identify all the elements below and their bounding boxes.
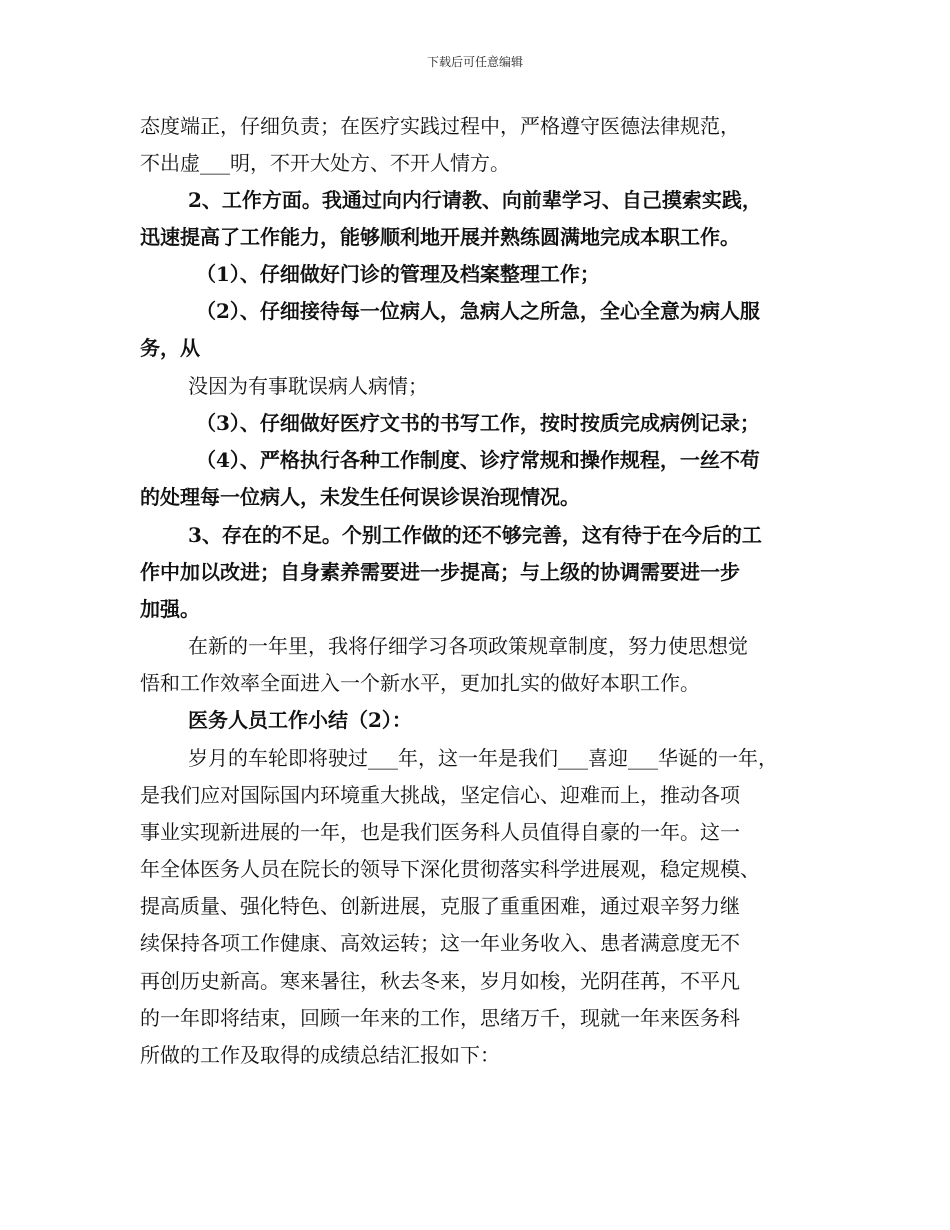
list-item: 务，从 xyxy=(140,336,200,360)
paragraph-line: 态度端正，仔细负责；在医疗实践过程中，严格遵守医德法律规范， xyxy=(140,114,740,138)
section-line: 作中加以改进；自身素养需要进一步提高；与上级的协调需要进一步 xyxy=(140,560,740,584)
paragraph-line: 再创历史新高。寒来暑往，秋去冬来，岁月如梭，光阴荏苒，不平凡 xyxy=(140,969,740,993)
section-line: 2、工作方面。我通过向内行请教、向前辈学习、自己摸索实践， xyxy=(188,188,762,212)
paragraph-line: 年全体医务人员在院长的领导下深化贯彻落实科学进展观，稳定规模、 xyxy=(140,857,760,881)
list-item: （1）、仔细做好门诊的管理及档案整理工作； xyxy=(196,262,600,286)
paragraph-line: 没因为有事耽误病人病情； xyxy=(188,374,428,398)
paragraph-line: 在新的一年里，我将仔细学习各项政策规章制度，努力使思想觉 xyxy=(188,634,748,658)
paragraph-line: 是我们应对国际国内环境重大挑战，坚定信心、迎难而上，推动各项 xyxy=(140,783,740,807)
paragraph-line: 的一年即将结束，回顾一年来的工作，思绪万千，现就一年来医务科 xyxy=(140,1006,740,1030)
list-item: 的处理每一位病人，未发生任何误诊误治现情况。 xyxy=(140,485,580,509)
paragraph-line: 续保持各项工作健康、高效运转；这一年业务收入、患者满意度无不 xyxy=(140,931,740,955)
section-line: 3、存在的不足。个别工作做的还不够完善，这有待于在今后的工 xyxy=(188,523,762,547)
section-line: 加强。 xyxy=(140,597,200,621)
subsection-title: 医务人员工作小结（2）： xyxy=(188,708,412,732)
list-item: （4）、严格执行各种工作制度、诊疗常规和操作规程，一丝不苟 xyxy=(196,448,760,472)
paragraph-line: 事业实现新进展的一年，也是我们医务科人员值得自豪的一年。这一 xyxy=(140,820,740,844)
section-line: 迅速提高了工作能力，能够顺利地开展并熟练圆满地完成本职工作。 xyxy=(140,225,740,249)
paragraph-line: 提高质量、强化特色、创新进展，克服了重重困难，通过艰辛努力继 xyxy=(140,894,740,918)
paragraph-line: 岁月的车轮即将驶过___年，这一年是我们___喜迎___华诞的一年， xyxy=(188,746,778,770)
list-item: （3）、仔细做好医疗文书的书写工作，按时按质完成病例记录； xyxy=(196,411,760,435)
paragraph-line: 悟和工作效率全面进入一个新水平，更加扎实的做好本职工作。 xyxy=(140,671,700,695)
paragraph-line: 所做的工作及取得的成绩总结汇报如下： xyxy=(140,1043,500,1067)
list-item: （2）、仔细接待每一位病人，急病人之所急，全心全意为病人服 xyxy=(196,299,760,323)
paragraph-line: 不出虚___明，不开大处方、不开人情方。 xyxy=(140,151,510,175)
page-header: 下载后可任意编辑 xyxy=(426,55,523,69)
